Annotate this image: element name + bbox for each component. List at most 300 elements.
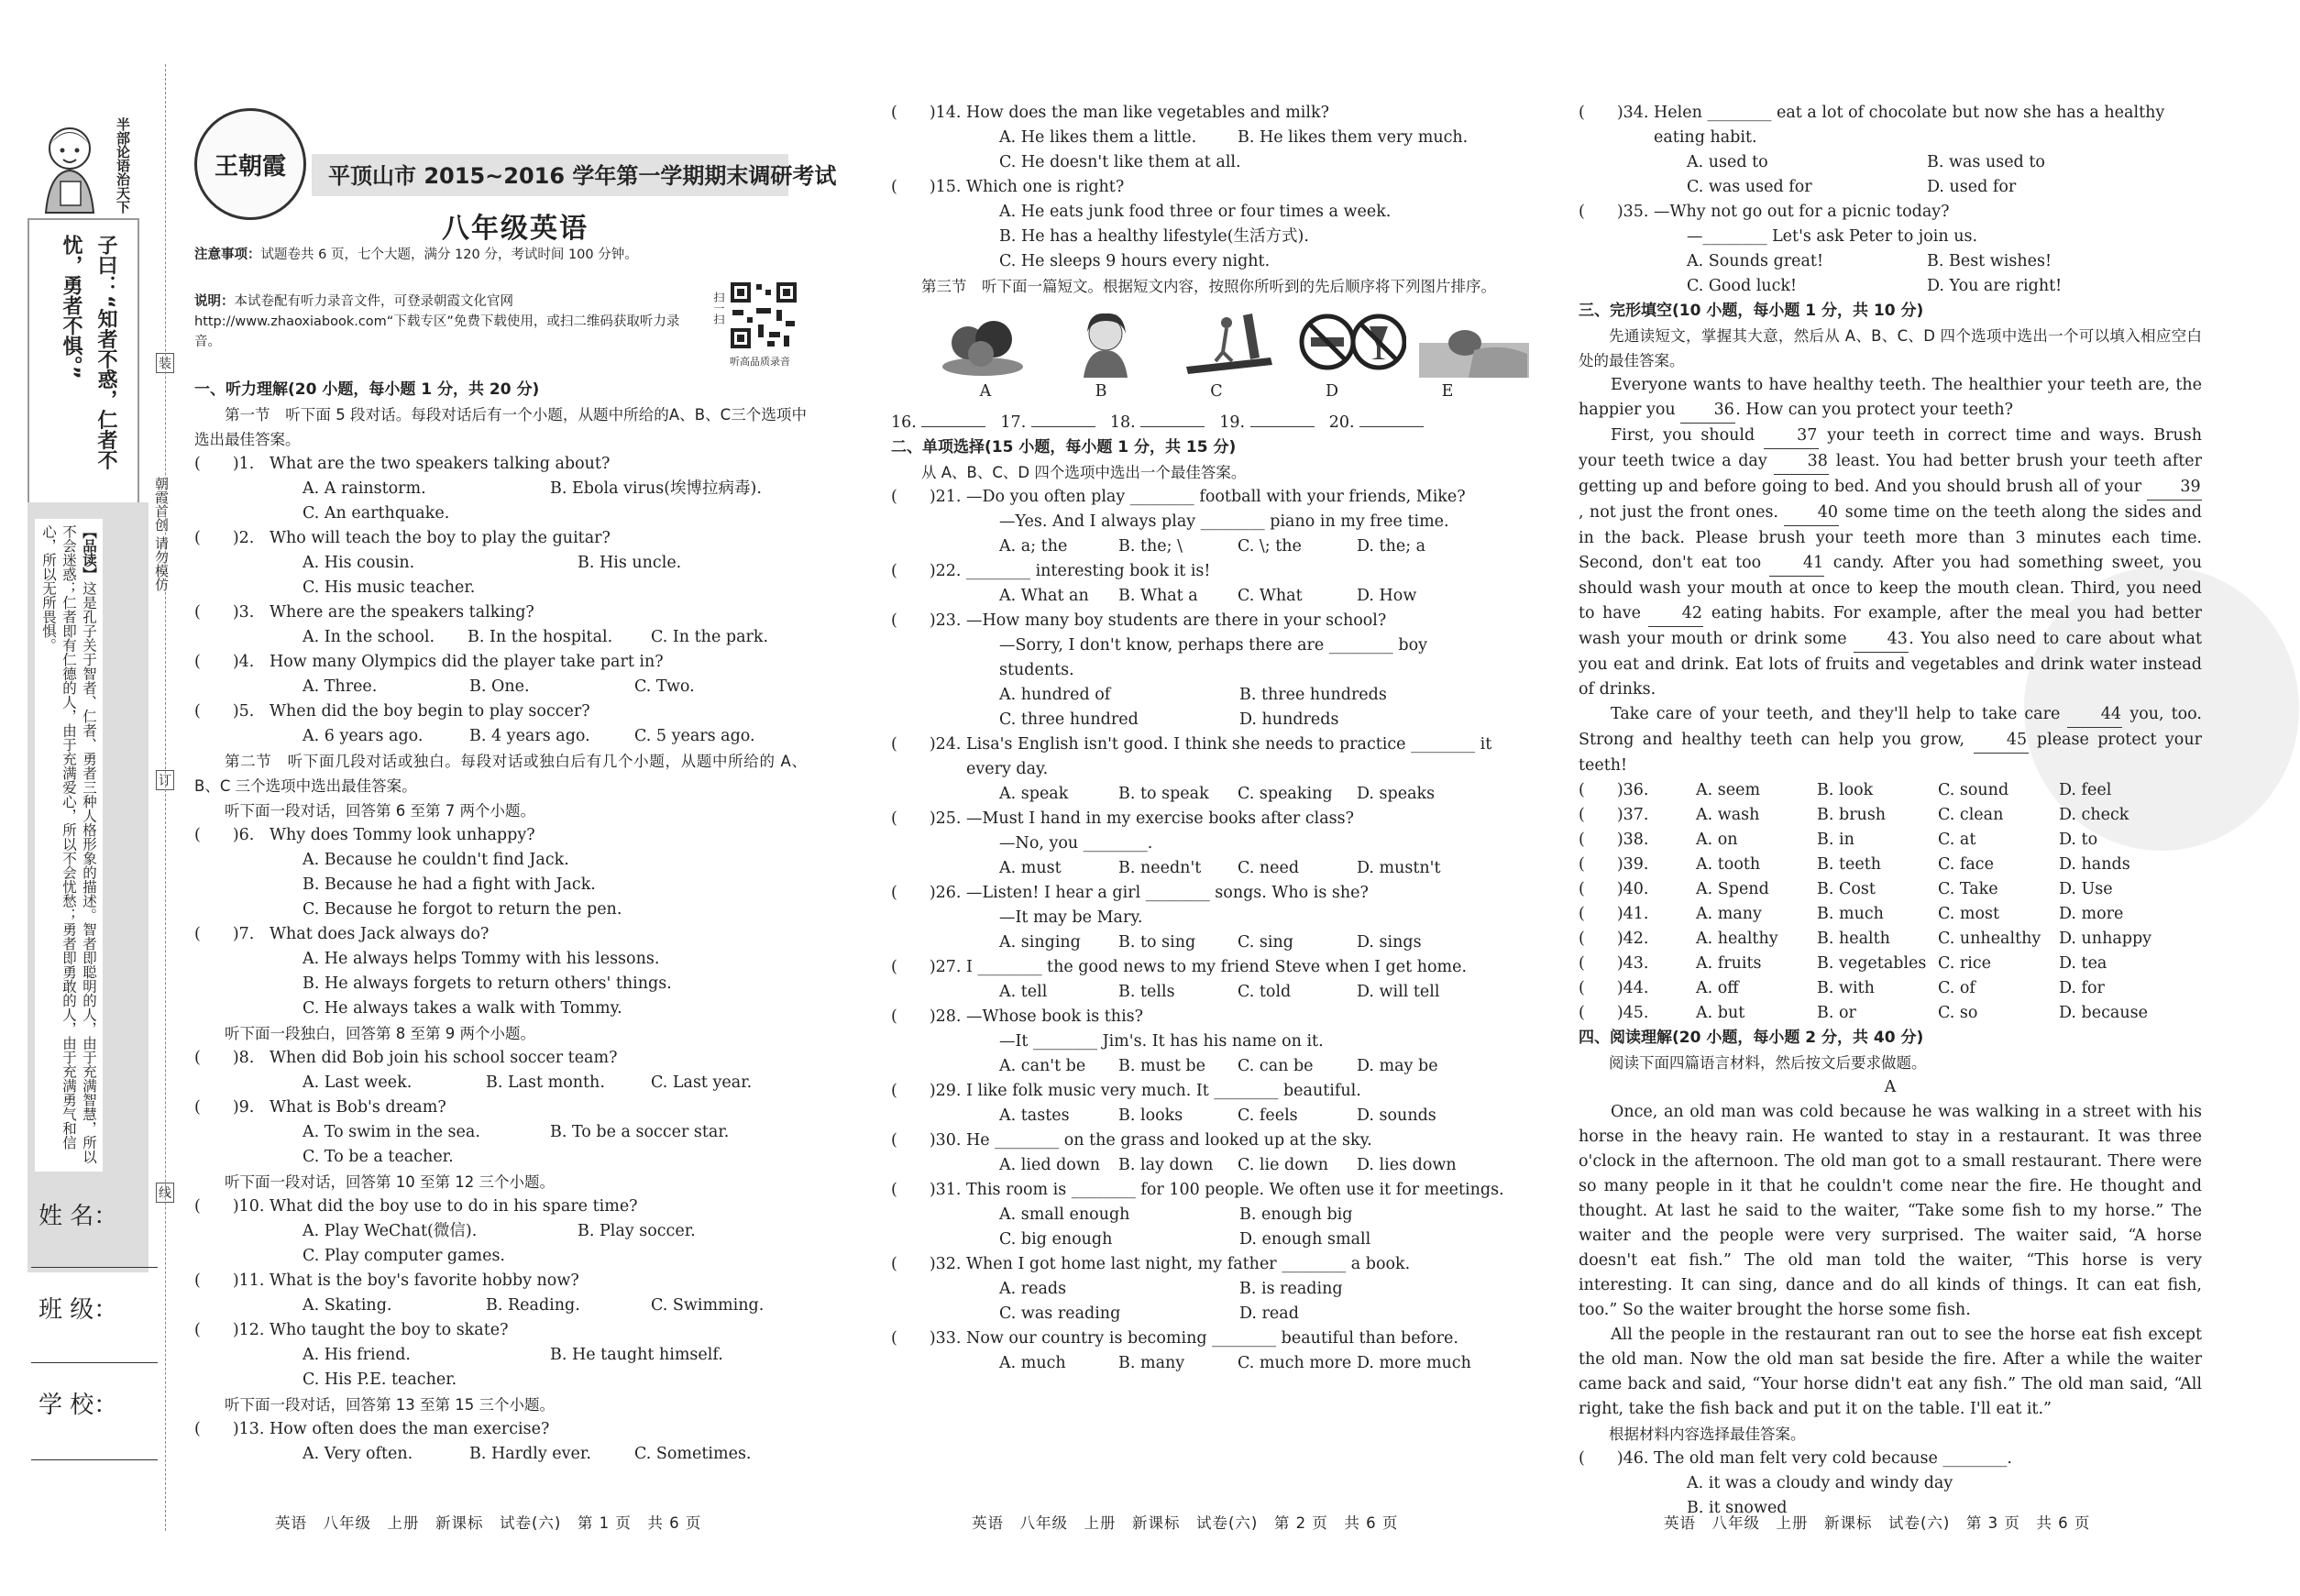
answer-blank[interactable]: ( )6. bbox=[194, 826, 255, 844]
option-c: C. What bbox=[1238, 587, 1303, 605]
question-23 bbox=[891, 609, 1505, 732]
option-d: D. speaks bbox=[1357, 785, 1436, 803]
part2-instruction: 第二节 听下面几段对话或独白。每段对话或独白后有几个小题，从题中所给的 A、B、C 三个选项中选出最佳答案。 bbox=[194, 753, 807, 795]
question-text-2: —Sorry, I don't know, perhaps there are ________ boy students. bbox=[999, 636, 1427, 679]
cloze-text: Take care of your teeth, and they'll help to take care bbox=[1611, 705, 2061, 723]
answer-blank[interactable]: ( )35. bbox=[1579, 203, 1649, 221]
question-text: Helen ________ eat a lot of chocolate but now she has a healthy eating habit. bbox=[1654, 104, 2165, 147]
question-text: —How many boy students are there in your school? bbox=[966, 611, 1387, 630]
option-a: A. Spend bbox=[1696, 880, 1769, 898]
question-46 bbox=[1579, 1447, 2202, 1521]
question-13 bbox=[194, 1417, 807, 1467]
option-a: A. on bbox=[1696, 831, 1738, 849]
option-c: C. In the park. bbox=[651, 628, 769, 646]
option-d: D. hands bbox=[2059, 855, 2130, 874]
option-b: B. is reading bbox=[1239, 1280, 1343, 1298]
option-b: B. tells bbox=[1118, 983, 1175, 1001]
option-b: B. Best wishes! bbox=[1927, 252, 2052, 270]
option-b: B. it snowed bbox=[1687, 1499, 1788, 1517]
question-text: How does the man like vegetables and milk? bbox=[966, 104, 1329, 122]
option-a: A. He likes them a little. bbox=[999, 128, 1197, 147]
option-b: B. Reading. bbox=[486, 1296, 580, 1315]
cloze-paragraph-3 bbox=[1579, 702, 2202, 778]
option-c: C. sound bbox=[1938, 781, 2009, 799]
option-d: D. may be bbox=[1357, 1057, 1438, 1075]
option-c: C. speaking bbox=[1238, 785, 1333, 803]
pindu-label: 【品读】 bbox=[81, 524, 97, 581]
question-21 bbox=[891, 485, 1505, 559]
answer-blank[interactable]: ( )40. bbox=[1579, 880, 1649, 898]
question-text: The old man felt very cold because ________. bbox=[1654, 1449, 2012, 1468]
question-6 bbox=[194, 823, 807, 922]
answer-blank[interactable]: ( )22. bbox=[891, 562, 962, 580]
option-c: C. can be bbox=[1238, 1057, 1314, 1075]
question-text-2: —No, you ________. bbox=[999, 834, 1153, 853]
cloze-text: , not just the front ones. bbox=[1579, 503, 1778, 522]
s2-instruction: 从 A、B、C、D 四个选项中选出一个最佳答案。 bbox=[921, 464, 1247, 481]
cloze-text: some time on the teeth along the sides and in the back. Please brush your teeth more than 3 minutes each time. Second, don't eat too bbox=[1579, 503, 2202, 572]
option-b: B. health bbox=[1817, 930, 1890, 948]
option-c: C. He doesn't like them at all. bbox=[999, 153, 1241, 171]
order-row bbox=[891, 408, 1505, 435]
lead-6-7: 听下面一段对话，回答第 6 至第 7 两个小题。 bbox=[225, 802, 535, 820]
answer-blank[interactable]: ( )7. bbox=[194, 925, 255, 943]
option-a: A. used to bbox=[1687, 153, 1768, 171]
cloze-blank-42[interactable]: 42 bbox=[1648, 601, 1703, 627]
option-d: D. sounds bbox=[1357, 1106, 1436, 1125]
s4-instruction: 阅读下面四篇语言材料，然后按文后要求做题。 bbox=[1609, 1054, 1927, 1072]
answer-19[interactable] bbox=[1250, 408, 1315, 427]
answer-20[interactable] bbox=[1359, 408, 1424, 427]
option-c: C. 5 years ago. bbox=[634, 727, 755, 745]
option-b: B. Ebola virus(埃博拉病毒). bbox=[550, 479, 762, 498]
mascot-illustration bbox=[33, 117, 108, 216]
option-b: B. look bbox=[1817, 781, 1874, 799]
answer-blank[interactable]: ( )3. bbox=[194, 603, 255, 622]
option-c: C. He sleeps 9 hours every night. bbox=[999, 252, 1271, 270]
option-d: D. Use bbox=[2059, 880, 2113, 898]
pic-label-d: D bbox=[1325, 382, 1339, 401]
option-b: B. teeth bbox=[1817, 855, 1882, 874]
answer-blank[interactable]: ( )25. bbox=[891, 809, 962, 828]
answer-blank[interactable]: ( )45. bbox=[1579, 1004, 1649, 1022]
question-14 bbox=[891, 101, 1505, 175]
question-text: Who taught the boy to skate? bbox=[270, 1321, 509, 1339]
question-text: Why does Tommy look unhappy? bbox=[270, 826, 535, 844]
cloze-blank-45[interactable]: 45 bbox=[1974, 728, 2029, 754]
question-28 bbox=[891, 1005, 1505, 1079]
option-a: A. Three. bbox=[303, 677, 378, 696]
school-line[interactable] bbox=[31, 1459, 158, 1460]
option-c: C. big enough bbox=[999, 1230, 1113, 1249]
option-c: C. told bbox=[1238, 983, 1292, 1001]
option-b: B. brush bbox=[1817, 806, 1887, 824]
notice-label: 注意事项： bbox=[194, 248, 261, 262]
question-32 bbox=[891, 1252, 1505, 1326]
option-a: A. lied down bbox=[999, 1156, 1101, 1174]
option-d: D. sings bbox=[1357, 933, 1422, 952]
passage-paragraph-2: All the people in the restaurant ran out to see the horse eat fish except the old man. Now the old man sat beside the fire. After a while the waiter came back and said, “Your horse didn't eat any fish.” The old man said, “All right, take the fish back and put it on the table. I'll eat it.” bbox=[1579, 1326, 2202, 1418]
question-35 bbox=[1579, 200, 2202, 299]
brand-logo bbox=[194, 108, 306, 220]
notice bbox=[194, 244, 799, 263]
option-c: C. was used for bbox=[1687, 178, 1812, 196]
cloze-blank-43[interactable]: 43 bbox=[1854, 627, 1909, 653]
option-c: C. Two. bbox=[634, 677, 695, 696]
question-text: —Do you often play ________ football with your friends, Mike? bbox=[966, 488, 1466, 506]
question-27 bbox=[891, 955, 1505, 1005]
option-a: A. fruits bbox=[1696, 954, 1762, 973]
option-b: B. must be bbox=[1118, 1057, 1205, 1075]
answer-blank[interactable]: ( )15. bbox=[891, 178, 962, 196]
footer-page-1: 英语 八年级 上册 新课标 试卷(六) 第 1 页 共 6 页 bbox=[275, 1514, 702, 1532]
answer-blank[interactable]: ( )11. bbox=[194, 1271, 265, 1290]
order-17: 17. bbox=[1000, 413, 1027, 432]
cloze-option-row bbox=[1579, 778, 2202, 803]
explain-text: 本试卷配有听力录音文件，可登录朝霞文化官网 http://www.zhaoxiabook.com“下载专区”免费下载使用，或扫二维码获取听力录音。 bbox=[194, 294, 680, 349]
answer-blank[interactable]: ( )28. bbox=[891, 1007, 962, 1026]
option-d: D. read bbox=[1239, 1304, 1299, 1323]
question-25 bbox=[891, 807, 1505, 881]
seal-mark-1: 装 bbox=[156, 353, 174, 373]
option-b: B. or bbox=[1817, 1004, 1856, 1022]
cloze-option-row bbox=[1579, 853, 2202, 877]
question-text-2: —Yes. And I always play ________ piano in my free time. bbox=[999, 512, 1449, 531]
cloze-blank-41[interactable]: 41 bbox=[1769, 551, 1824, 577]
question-22 bbox=[891, 559, 1505, 609]
girl-picture bbox=[1051, 306, 1161, 378]
option-a: A. many bbox=[1696, 905, 1762, 923]
pic-label-c: C bbox=[1210, 382, 1223, 401]
cloze-text: candy. After you had something sweet, you should wash your mouth at once to keep the mouth clean. Third, you need to have bbox=[1579, 554, 2202, 622]
option-b: B. Hardly ever. bbox=[469, 1445, 591, 1463]
option-c: C. An earthquake. bbox=[303, 504, 450, 523]
option-a: A. Very often. bbox=[303, 1445, 413, 1463]
explain-label: 说明： bbox=[194, 294, 235, 309]
answer-blank[interactable]: ( )32. bbox=[891, 1255, 962, 1273]
option-b: B. He likes them very much. bbox=[1238, 128, 1469, 147]
option-a: A. it was a cloudy and windy day bbox=[1687, 1474, 1953, 1492]
question-text: —Whose book is this? bbox=[966, 1007, 1144, 1026]
answer-blank[interactable]: ( )4. bbox=[194, 653, 255, 671]
treadmill-picture bbox=[1173, 306, 1283, 378]
option-b: B. In the hospital. bbox=[468, 628, 613, 646]
option-a: A. tooth bbox=[1696, 855, 1761, 874]
question-text: When I got home last night, my father ________ a book. bbox=[966, 1255, 1411, 1273]
option-b: B. Cost bbox=[1817, 880, 1876, 898]
option-d: D. mustn't bbox=[1357, 859, 1441, 877]
answer-blank[interactable]: ( )44. bbox=[1579, 979, 1649, 997]
question-text: Which one is right? bbox=[966, 178, 1125, 196]
exam-title: 平顶山市 2015~2016 学年第一学期期末调研考试 bbox=[328, 163, 837, 189]
option-c: C. He always takes a walk with Tommy. bbox=[303, 999, 622, 1018]
option-b: B. He taught himself. bbox=[550, 1346, 723, 1364]
order-20: 20. bbox=[1328, 413, 1355, 432]
order-16: 16. bbox=[891, 413, 917, 432]
option-a: A. Play WeChat(微信). bbox=[303, 1222, 478, 1240]
explain bbox=[194, 292, 689, 352]
answer-blank[interactable]: ( )38. bbox=[1579, 831, 1649, 849]
option-a: A. off bbox=[1696, 979, 1739, 997]
pic-label-e: E bbox=[1441, 382, 1454, 401]
option-a: A. Last week. bbox=[303, 1073, 413, 1092]
option-b: B. To be a soccer star. bbox=[550, 1123, 730, 1141]
option-d: D. check bbox=[2059, 806, 2129, 824]
option-a: A. He eats junk food three or four times a week. bbox=[999, 203, 1392, 221]
question-12 bbox=[194, 1318, 807, 1392]
option-b: B. three hundreds bbox=[1239, 686, 1387, 704]
cloze-blank-39[interactable]: 39 bbox=[2147, 475, 2202, 501]
question-3 bbox=[194, 600, 807, 650]
option-b: B. in bbox=[1817, 831, 1854, 849]
option-d: D. How bbox=[1357, 587, 1417, 605]
option-a: A. hundred of bbox=[999, 686, 1111, 704]
question-7 bbox=[194, 922, 807, 1021]
option-b: B. looks bbox=[1118, 1106, 1183, 1125]
part3-instruction: 第三节 听下面一篇短文。根据短文内容，按照你所听到的先后顺序将下列图片排序。 bbox=[921, 278, 1496, 295]
answer-17[interactable] bbox=[1031, 408, 1095, 427]
option-d: D. hundreds bbox=[1239, 710, 1339, 729]
question-text: How often does the man exercise? bbox=[270, 1420, 550, 1438]
option-c: C. clean bbox=[1938, 806, 2004, 824]
option-b: B. the; \ bbox=[1118, 537, 1183, 556]
answer-blank[interactable]: ( )24. bbox=[891, 735, 962, 754]
question-text: What are the two speakers talking about? bbox=[270, 455, 611, 473]
option-b: B. to speak bbox=[1118, 785, 1209, 803]
name-line[interactable] bbox=[31, 1267, 158, 1268]
answer-blank[interactable]: ( )13. bbox=[194, 1420, 265, 1438]
cloze-option-row bbox=[1579, 828, 2202, 853]
option-c: C. much more bbox=[1238, 1354, 1352, 1372]
option-d: D. tea bbox=[2059, 954, 2107, 973]
option-c: C. To be a teacher. bbox=[303, 1148, 454, 1166]
option-a: A. must bbox=[999, 859, 1062, 877]
answer-blank[interactable]: ( )30. bbox=[891, 1131, 962, 1150]
cloze-paragraph-2 bbox=[1579, 424, 2202, 702]
option-a: A. A rainstorm. bbox=[303, 479, 426, 498]
question-8 bbox=[194, 1046, 807, 1095]
option-d: D. for bbox=[2059, 979, 2105, 997]
cloze-option-row bbox=[1579, 952, 2202, 976]
answer-blank[interactable]: ( )31. bbox=[891, 1181, 962, 1199]
cloze-option-row bbox=[1579, 927, 2202, 952]
school-label: 学 校： bbox=[39, 1392, 118, 1419]
question-1 bbox=[194, 452, 807, 526]
question-text-2: —It ________ Jim's. It has his name on it. bbox=[999, 1032, 1324, 1051]
answer-blank[interactable]: ( )23. bbox=[891, 611, 962, 630]
cloze-text: Everyone wants to have healthy teeth. The healthier your teeth are, the happier you bbox=[1579, 376, 2202, 419]
answer-blank[interactable]: ( )8. bbox=[194, 1049, 255, 1067]
question-text: Lisa's English isn't good. I think she needs to practice ________ it every day. bbox=[966, 735, 1492, 778]
option-b: B. Because he had a fight with Jack. bbox=[303, 875, 596, 894]
answer-blank[interactable]: ( )27. bbox=[891, 958, 962, 976]
lead-13-15: 听下面一段对话，回答第 13 至第 15 三个小题。 bbox=[225, 1396, 555, 1414]
answer-blank[interactable]: ( )9. bbox=[194, 1098, 255, 1117]
option-a: A. a; the bbox=[999, 537, 1068, 556]
question-text: I like folk music very much. It ________ beautiful. bbox=[966, 1082, 1361, 1100]
option-d: D. You are right! bbox=[1927, 277, 2063, 295]
option-a: A. What an bbox=[999, 587, 1089, 605]
section-single-choice: 二、单项选择(15 小题，每小题 1 分，共 15 分) bbox=[891, 438, 1237, 457]
option-a: A. much bbox=[999, 1354, 1066, 1372]
answer-blank[interactable]: ( )5. bbox=[194, 702, 255, 721]
option-b: B. His uncle. bbox=[578, 554, 682, 572]
option-c: C. so bbox=[1938, 1004, 1978, 1022]
section-cloze: 三、完形填空(10 小题，每小题 1 分，共 10 分) bbox=[1579, 302, 1924, 320]
option-c: C. feels bbox=[1238, 1106, 1298, 1125]
s4-question-lead: 根据材料内容选择最佳答案。 bbox=[1609, 1425, 1806, 1443]
answer-blank[interactable]: ( )34. bbox=[1579, 104, 1649, 122]
answer-blank[interactable]: ( )42. bbox=[1579, 930, 1649, 948]
option-c: C. Good luck! bbox=[1687, 277, 1798, 295]
option-a: A. can't be bbox=[999, 1057, 1086, 1075]
option-a: A. reads bbox=[999, 1280, 1067, 1298]
question-text-2: —It may be Mary. bbox=[999, 908, 1143, 927]
option-c: C. Play computer games. bbox=[303, 1247, 505, 1265]
option-b: B. He has a healthy lifestyle(生活方式). bbox=[999, 227, 1309, 246]
cloze-text: least. You had better brush your teeth after getting up and before going to bed. And you should brush all of your bbox=[1579, 452, 2202, 496]
answer-blank[interactable]: ( )39. bbox=[1579, 855, 1649, 874]
answer-blank[interactable]: ( )43. bbox=[1579, 954, 1649, 973]
qr-code[interactable] bbox=[729, 281, 798, 350]
class-label: 班 级： bbox=[39, 1296, 118, 1324]
cloze-blank-37[interactable]: 37 bbox=[1764, 424, 1819, 449]
question-15 bbox=[891, 175, 1505, 274]
question-text: What does Jack always do? bbox=[270, 925, 490, 943]
answer-blank[interactable]: ( )14. bbox=[891, 104, 962, 122]
qr-side-label: 扫一扫 bbox=[712, 292, 725, 325]
lead-8-9: 听下面一段独白，回答第 8 至第 9 两个小题。 bbox=[225, 1025, 535, 1042]
option-b: B. to sing bbox=[1118, 933, 1196, 952]
option-c: C. Because he forgot to return the pen. bbox=[303, 900, 622, 919]
question-11 bbox=[194, 1269, 807, 1318]
option-c: C. sing bbox=[1238, 933, 1293, 952]
cloze-option-row bbox=[1579, 877, 2202, 902]
option-a: A. 6 years ago. bbox=[303, 727, 424, 745]
option-b: B. much bbox=[1817, 905, 1884, 923]
question-text: —Listen! I hear a girl ________ songs. Who is she? bbox=[966, 884, 1369, 902]
question-text: —Why not go out for a picnic today? bbox=[1654, 203, 1950, 221]
picture-labels bbox=[928, 380, 1505, 404]
pic-label-b: B bbox=[1095, 382, 1107, 401]
answer-blank[interactable]: ( )36. bbox=[1579, 781, 1649, 799]
option-d: D. will tell bbox=[1357, 983, 1440, 1001]
cloze-option-row bbox=[1579, 902, 2202, 927]
option-d: D. used for bbox=[1927, 178, 2017, 196]
option-d: D. more much bbox=[1357, 1354, 1471, 1372]
question-text: When did the boy begin to play soccer? bbox=[270, 702, 590, 721]
picture-row bbox=[928, 306, 1505, 378]
cloze-text: eating habits. For example, after the meal you had better wash your mouth or drink some bbox=[1579, 604, 2202, 648]
option-a: A. tastes bbox=[999, 1106, 1070, 1125]
cloze-blank-44[interactable]: 44 bbox=[2067, 702, 2122, 728]
option-a: A. He always helps Tommy with his lessons. bbox=[303, 950, 660, 968]
option-d: D. feel bbox=[2059, 781, 2112, 799]
option-a: A. singing bbox=[999, 933, 1081, 952]
option-c: C. lie down bbox=[1238, 1156, 1328, 1174]
question-9 bbox=[194, 1095, 807, 1170]
option-a: A. small enough bbox=[999, 1205, 1130, 1224]
option-c: C. of bbox=[1938, 979, 1975, 997]
option-c: C. His P.E. teacher. bbox=[303, 1370, 457, 1389]
option-a: A. but bbox=[1696, 1004, 1745, 1022]
option-a: A. healthy bbox=[1696, 930, 1778, 948]
answer-blank[interactable]: ( )21. bbox=[891, 488, 962, 506]
option-a: A. tell bbox=[999, 983, 1048, 1001]
option-a: A. speak bbox=[999, 785, 1069, 803]
part1-instruction: 第一节 听下面 5 段对话。每段对话后有一个小题，从题中所给的A、B、C三个选项中选出最佳答案。 bbox=[194, 406, 807, 448]
answer-blank[interactable]: ( )2. bbox=[194, 529, 255, 547]
qr-caption: 听高品质录音 bbox=[730, 356, 790, 368]
cloze-text: your teeth in correct time and ways. Brush your teeth twice a day bbox=[1579, 426, 2202, 470]
question-text-2: —________ Let's ask Peter to join us. bbox=[1687, 227, 1978, 246]
answer-blank[interactable]: ( )1. bbox=[194, 455, 255, 473]
cloze-option-row bbox=[1579, 976, 2202, 1001]
question-34 bbox=[1579, 101, 2202, 200]
cloze-blank-40[interactable]: 40 bbox=[1784, 501, 1839, 526]
footer-page-3: 英语 八年级 上册 新课标 试卷(六) 第 3 页 共 6 页 bbox=[1664, 1514, 2091, 1532]
cloze-blank-38[interactable]: 38 bbox=[1774, 449, 1829, 475]
answer-blank[interactable]: ( )46. bbox=[1579, 1449, 1649, 1468]
option-c: C. was reading bbox=[999, 1304, 1121, 1323]
answer-blank[interactable]: ( )12. bbox=[194, 1321, 265, 1339]
fruit-picture bbox=[928, 306, 1038, 378]
cloze-text: . You also need to care about what you eat and drink. Eat lots of fruits and vegetables and drink water instead of drinks. bbox=[1579, 630, 2202, 699]
question-text: —Must I hand in my exercise books after class? bbox=[966, 809, 1355, 828]
option-c: C. rice bbox=[1938, 954, 1992, 973]
class-line[interactable] bbox=[31, 1362, 158, 1363]
option-c: C. \; the bbox=[1238, 537, 1302, 556]
option-b: B. Last month. bbox=[486, 1073, 605, 1092]
question-text: What did the boy use to do in his spare time? bbox=[270, 1197, 638, 1216]
answer-blank[interactable]: ( )41. bbox=[1579, 905, 1649, 923]
option-c: C. Swimming. bbox=[651, 1296, 765, 1315]
answer-blank[interactable]: ( )33. bbox=[891, 1329, 962, 1348]
answer-16[interactable] bbox=[921, 408, 985, 427]
passage-label: A bbox=[1884, 1078, 1897, 1096]
option-d: D. to bbox=[2059, 831, 2098, 849]
question-text: I ________ the good news to my friend Steve when I get home. bbox=[966, 958, 1468, 976]
question-29 bbox=[891, 1079, 1505, 1128]
question-4 bbox=[194, 650, 807, 699]
question-text: He ________ on the grass and looked up at the sky. bbox=[966, 1131, 1372, 1150]
option-b: B. He always forgets to return others' things. bbox=[303, 974, 672, 993]
answer-blank[interactable]: ( )26. bbox=[891, 884, 962, 902]
option-c: C. face bbox=[1938, 855, 1994, 874]
option-d: D. lies down bbox=[1357, 1156, 1457, 1174]
option-d: D. unhappy bbox=[2059, 930, 2152, 948]
option-a: A. In the school. bbox=[303, 628, 435, 646]
option-b: B. with bbox=[1817, 979, 1875, 997]
question-text: Where are the speakers talking? bbox=[270, 603, 534, 622]
answer-blank[interactable]: ( )10. bbox=[194, 1197, 265, 1216]
option-c: C. unhealthy bbox=[1938, 930, 2041, 948]
answer-18[interactable] bbox=[1140, 408, 1205, 427]
option-b: B. enough big bbox=[1239, 1205, 1353, 1224]
cloze-blank-36[interactable]: 36 bbox=[1680, 398, 1735, 424]
column-2 bbox=[891, 101, 1505, 1376]
option-b: B. vegetables bbox=[1817, 954, 1927, 973]
cloze-options bbox=[1579, 778, 2202, 1026]
question-text: This room is ________ for 100 people. We often use it for meetings. bbox=[966, 1181, 1504, 1199]
option-a: A. To swim in the sea. bbox=[303, 1123, 480, 1141]
pindu-text bbox=[35, 519, 103, 1172]
option-c: C. Take bbox=[1938, 880, 1998, 898]
answer-blank[interactable]: ( )37. bbox=[1579, 806, 1649, 824]
answer-blank[interactable]: ( )29. bbox=[891, 1082, 962, 1100]
passage-paragraph-1: Once, an old man was cold because he was walking in a street with his horse in the heavy rain. He wanted to stay in a restaurant. It was three o'clock in the afternoon. The old man got to a small restaurant. There were so many people in it that he couldn't come near the fire. He thought and thought. At last he said to the waiter, “Take some fish to my horse.” The waiter and the people were very surprised. The waiter said, “A horse doesn't eat fish.” The old man told the waiter, “This horse is very interesting. It can sing, dance and do all kinds of things. It can eat fish, too.” So the waiter brought the horse some fish. bbox=[1579, 1103, 2202, 1319]
option-a: A. His cousin. bbox=[303, 554, 415, 572]
